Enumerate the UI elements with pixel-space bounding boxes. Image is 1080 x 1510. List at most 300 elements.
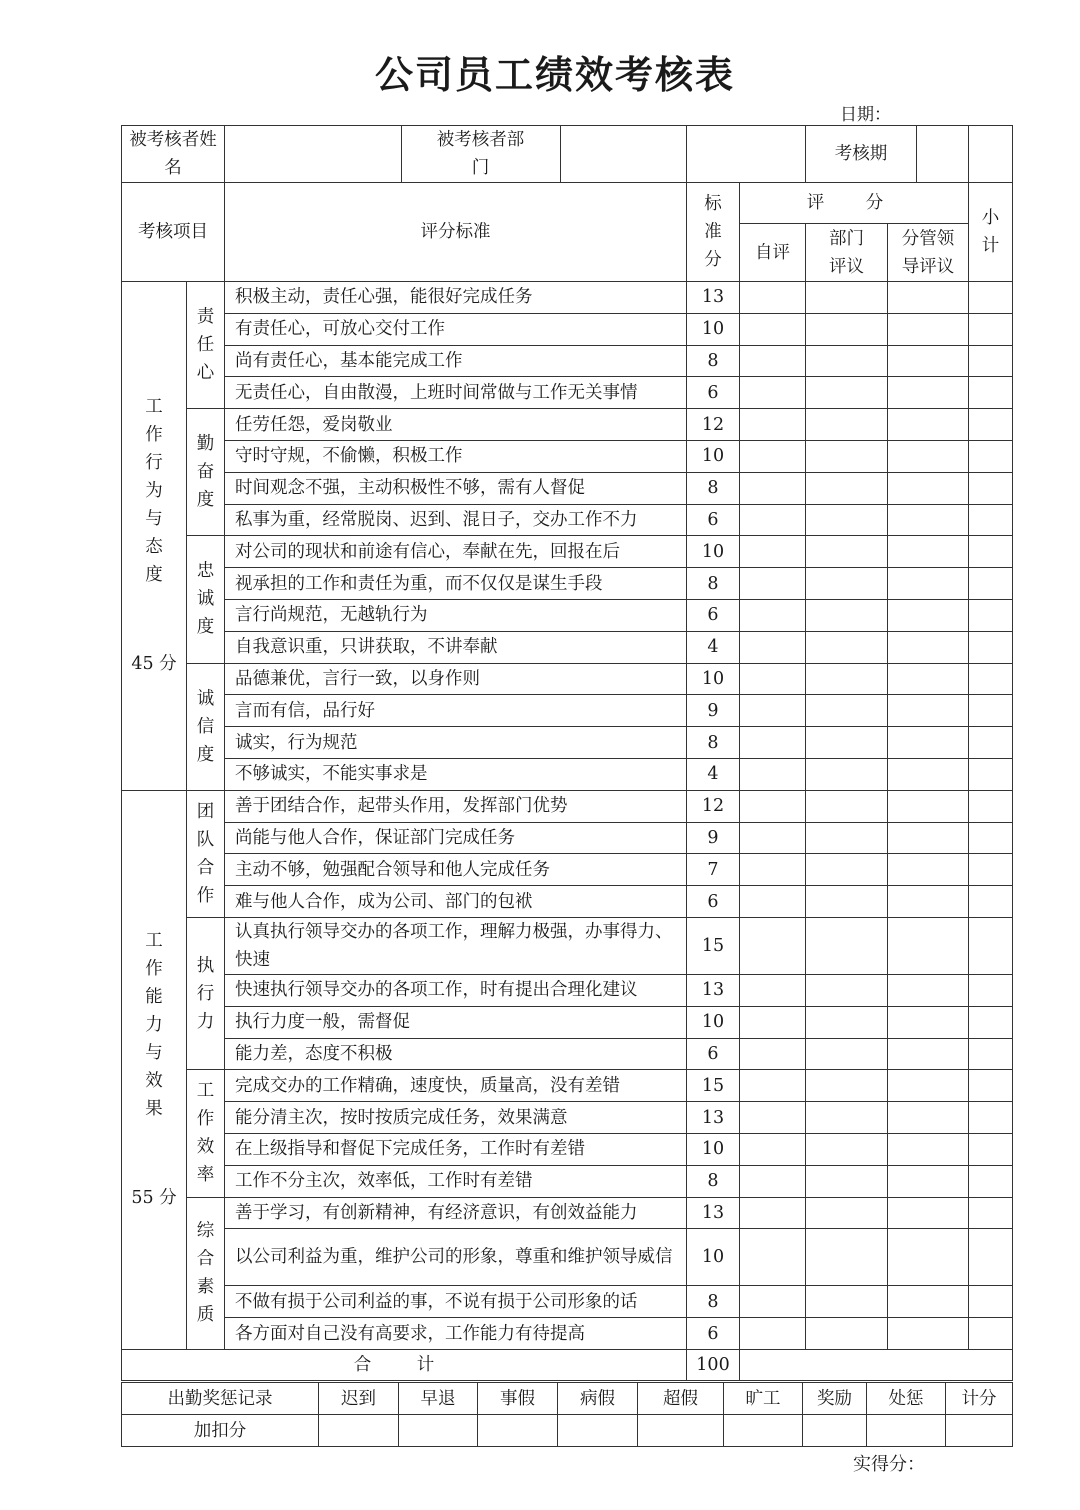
final-score-label: 实得分： [853,1454,925,1475]
dept-score-cell[interactable] [806,1286,888,1318]
section-name: 工作行为与态度 [145,396,163,585]
dept-score-cell[interactable] [806,1070,888,1102]
dept-header [806,224,888,282]
leader-score-cell[interactable] [888,568,969,600]
table-row [122,1197,1013,1229]
group-name: 勤奋度 [196,434,215,511]
subtotal-cell[interactable] [969,1165,1013,1197]
table-row [122,727,1013,759]
subtotal-cell[interactable] [969,282,1013,314]
self-score-cell[interactable] [740,472,806,504]
table-row [122,568,1013,600]
subtotal-cell[interactable] [969,695,1013,727]
total-score: 100 [687,1349,740,1380]
criteria-cell: 能分清主次，按时按质完成任务，效果满意 [225,1102,687,1134]
leader-score-cell[interactable] [888,1133,969,1165]
attendance-item-header: 奖励 [803,1383,867,1415]
leader-score-cell[interactable] [888,440,969,472]
leader-score-cell[interactable] [888,313,969,345]
leader-score-cell[interactable] [888,1165,969,1197]
criteria-cell: 自我意识重，只讲获取，不讲奉献 [225,631,687,663]
leader-score-cell[interactable] [888,1070,969,1102]
attendance-value-cell[interactable] [803,1415,867,1447]
attendance-value-cell[interactable] [638,1415,724,1447]
dept-score-cell[interactable] [806,504,888,536]
leader-header [888,224,969,282]
self-score-cell[interactable] [740,854,806,886]
leader-score-cell[interactable] [888,727,969,759]
dept-score-cell[interactable] [806,345,888,377]
self-score-cell[interactable] [740,1070,806,1102]
self-header: 自评 [740,224,806,282]
date-label: 日期： [840,105,891,125]
dept-score-cell[interactable] [806,440,888,472]
self-score-cell[interactable] [740,886,806,918]
self-score-cell[interactable] [740,1102,806,1134]
leader-score-cell[interactable] [888,1286,969,1318]
section-points: 45 分 [131,653,177,674]
dept-score-cell[interactable] [806,313,888,345]
attendance-value-cell[interactable] [946,1415,1013,1447]
criteria-cell: 私事为重，经常脱岗、迟到、混日子，交办工作不力 [225,504,687,536]
dept-score-cell[interactable] [806,1038,888,1070]
table-row [122,917,1013,974]
subtotal-cell[interactable] [969,568,1013,600]
dept-score-cell[interactable] [806,822,888,854]
dept-score-cell[interactable] [806,1165,888,1197]
dept-score-cell[interactable] [806,663,888,695]
leader-score-cell[interactable] [888,536,969,568]
attendance-item-header: 事假 [478,1383,558,1415]
attendance-item-header: 超假 [638,1383,724,1415]
attendance-label: 出勤奖惩记录 [122,1383,319,1415]
subtotal-cell[interactable] [969,1133,1013,1165]
standard-score-cell: 12 [687,409,740,441]
subtotal-header-text: 小计 [981,208,1000,256]
dept-score-cell[interactable] [806,1229,888,1286]
criteria-cell: 工作不分主次，效率低，工作时有差错 [225,1165,687,1197]
subtotal-cell[interactable] [969,504,1013,536]
self-score-cell[interactable] [740,1006,806,1038]
table-row [122,504,1013,536]
criteria-cell: 积极主动，责任心强，能很好完成任务 [225,282,687,314]
leader-score-cell[interactable] [888,282,969,314]
table-row [122,409,1013,441]
leader-score-cell[interactable] [888,790,969,822]
table-row [122,313,1013,345]
self-score-cell[interactable] [740,377,806,409]
self-score-cell[interactable] [740,1229,806,1286]
criteria-cell: 完成交办的工作精确，速度快，质量高，没有差错 [225,1070,687,1102]
self-score-cell[interactable] [740,974,806,1006]
self-score-cell[interactable] [740,504,806,536]
leader-score-cell[interactable] [888,917,969,974]
standard-score-cell: 10 [687,663,740,695]
attendance-value-cell[interactable] [399,1415,478,1447]
subtotal-cell[interactable] [969,822,1013,854]
standard-score-cell: 8 [687,1165,740,1197]
criteria-cell: 时间观念不强，主动积极性不够，需有人督促 [225,472,687,504]
criteria-cell: 无责任心，自由散漫，上班时间常做与工作无关事情 [225,377,687,409]
self-score-cell[interactable] [740,790,806,822]
dept-score-cell[interactable] [806,917,888,974]
self-score-cell[interactable] [740,345,806,377]
dept-score-cell[interactable] [806,1197,888,1229]
name-label: 被考核者姓名 [129,130,217,178]
criteria-cell: 诚实，行为规范 [225,727,687,759]
table-row [122,1006,1013,1038]
group-name: 执行力 [196,955,215,1032]
self-score-cell[interactable] [740,1286,806,1318]
dept-score-cell[interactable] [806,282,888,314]
page-title: 公司员工绩效考核表 [374,53,735,97]
attendance-value-cell[interactable] [867,1415,946,1447]
period-label: 考核期 [806,126,917,182]
group-label [187,917,225,1069]
criteria-cell: 有责任心，可放心交付工作 [225,313,687,345]
group-label [187,282,225,409]
table-row [122,599,1013,631]
criteria-cell: 难与他人合作，成为公司、部门的包袱 [225,886,687,918]
leader-score-cell[interactable] [888,974,969,1006]
attendance-header-row [122,1383,1013,1415]
attendance-item-header: 旷工 [724,1383,803,1415]
total-label-text: 合 计 [353,1354,455,1375]
dept-label-cell [401,126,561,182]
table-row [122,631,1013,663]
leader-score-cell[interactable] [888,599,969,631]
criteria-cell: 主动不够，勉强配合领导和他人完成任务 [225,854,687,886]
subtotal-cell[interactable] [969,631,1013,663]
table-row [122,790,1013,822]
attendance-item-header: 病假 [558,1383,638,1415]
table-row [122,472,1013,504]
leader-score-cell[interactable] [888,663,969,695]
dept-score-cell[interactable] [806,631,888,663]
table-row [122,663,1013,695]
dept-score-cell[interactable] [806,409,888,441]
criteria-cell: 尚有责任心，基本能完成工作 [225,345,687,377]
total-row [122,1349,1013,1380]
section-label [122,282,187,791]
subtotal-cell[interactable] [969,472,1013,504]
standard-header-text: 标准分 [704,194,722,270]
dept-score-cell[interactable] [806,1133,888,1165]
dept-score-cell[interactable] [806,727,888,759]
self-score-cell[interactable] [740,440,806,472]
adjust-label: 加扣分 [122,1415,319,1447]
evaluation-table [121,125,1013,1381]
subtotal-cell[interactable] [969,1318,1013,1350]
self-score-cell[interactable] [740,599,806,631]
dept-score-cell[interactable] [806,974,888,1006]
standard-score-cell: 15 [687,1070,740,1102]
attendance-value-cell[interactable] [558,1415,638,1447]
self-score-cell[interactable] [740,695,806,727]
standard-score-cell: 9 [687,822,740,854]
leader-score-cell[interactable] [888,1318,969,1350]
dept-score-cell[interactable] [806,1318,888,1350]
section-label [122,790,187,1349]
table-row [122,1286,1013,1318]
dept-score-cell[interactable] [806,568,888,600]
subtotal-cell[interactable] [969,917,1013,974]
period-cell [806,126,969,183]
table-row [122,377,1013,409]
self-score-cell[interactable] [740,663,806,695]
standard-score-cell: 8 [687,727,740,759]
standard-score-cell: 10 [687,440,740,472]
table-row [122,822,1013,854]
subtotal-cell[interactable] [969,377,1013,409]
standard-score-cell: 10 [687,536,740,568]
subtotal-cell[interactable] [969,974,1013,1006]
group-label [187,1197,225,1349]
self-score-cell[interactable] [740,822,806,854]
subtotal-cell[interactable] [969,1286,1013,1318]
leader-score-cell[interactable] [888,345,969,377]
standard-score-cell: 13 [687,282,740,314]
attendance-value-cell[interactable] [478,1415,558,1447]
group-label [187,536,225,663]
header-info-row [122,126,1013,183]
table-row [122,1102,1013,1134]
group-name: 综合素质 [196,1221,215,1326]
criteria-cell: 不够诚实，不能实事求是 [225,758,687,790]
dept-header-text: 部门评议 [829,228,864,277]
standard-score-cell: 6 [687,1318,740,1350]
leader-score-cell[interactable] [888,854,969,886]
criteria-cell: 对公司的现状和前途有信心，奉献在先，回报在后 [225,536,687,568]
section-points: 55 分 [131,1187,177,1208]
criteria-cell: 言行尚规范，无越轨行为 [225,599,687,631]
standard-score-cell: 8 [687,1286,740,1318]
table-row [122,1318,1013,1350]
leader-header-text: 分管领导评议 [901,228,955,277]
table-row [122,345,1013,377]
table-row [122,1070,1013,1102]
total-blank[interactable] [740,1349,1013,1380]
criteria-cell: 执行力度一般，需督促 [225,1006,687,1038]
criteria-cell: 善于团结合作，起带头作用，发挥部门优势 [225,790,687,822]
subtotal-cell[interactable] [969,854,1013,886]
standard-score-cell: 10 [687,313,740,345]
subtotal-cell[interactable] [969,1102,1013,1134]
section-name: 工作能力与效果 [145,930,163,1119]
dept-score-cell[interactable] [806,472,888,504]
dept-score-cell[interactable] [806,1006,888,1038]
leader-score-cell[interactable] [888,822,969,854]
subtotal-cell[interactable] [969,1070,1013,1102]
standard-score-cell: 13 [687,1197,740,1229]
subtotal-cell[interactable] [969,409,1013,441]
standard-score-cell: 6 [687,599,740,631]
subtotal-cell[interactable] [969,663,1013,695]
self-score-cell[interactable] [740,1197,806,1229]
leader-score-cell[interactable] [888,1229,969,1286]
self-score-cell[interactable] [740,758,806,790]
standard-score-cell: 10 [687,1006,740,1038]
group-name: 忠诚度 [196,561,215,638]
self-score-cell[interactable] [740,917,806,974]
subtotal-cell[interactable] [969,345,1013,377]
subtotal-cell[interactable] [969,440,1013,472]
criteria-cell: 快速执行领导交办的各项工作，时有提出合理化建议 [225,974,687,1006]
self-score-cell[interactable] [740,1318,806,1350]
standard-score-cell: 4 [687,631,740,663]
group-label [187,1070,225,1197]
attendance-item-header: 计分 [946,1383,1013,1415]
dept-score-cell[interactable] [806,695,888,727]
standard-score-cell: 10 [687,1133,740,1165]
standard-score-cell: 9 [687,695,740,727]
criteria-cell: 以公司利益为重，维护公司的形象，尊重和维护领导威信 [225,1229,687,1286]
standard-score-cell: 8 [687,472,740,504]
criteria-cell: 守时守规，不偷懒，积极工作 [225,440,687,472]
table-row [122,536,1013,568]
criteria-cell: 视承担的工作和责任为重，而不仅仅是谋生手段 [225,568,687,600]
subtotal-header [969,183,1013,282]
score-header [740,183,969,224]
subtotal-cell[interactable] [969,599,1013,631]
name-label-cell [122,126,225,183]
group-name: 工作效率 [196,1081,215,1186]
group-label [187,409,225,536]
standard-score-cell: 8 [687,345,740,377]
leader-score-cell[interactable] [888,1197,969,1229]
criteria-cell: 不做有损于公司利益的事，不说有损于公司形象的话 [225,1286,687,1318]
leader-score-cell[interactable] [888,695,969,727]
leader-score-cell[interactable] [888,377,969,409]
self-score-cell[interactable] [740,631,806,663]
leader-score-cell[interactable] [888,1006,969,1038]
standard-score-cell: 6 [687,886,740,918]
standard-header [687,183,740,282]
self-score-cell[interactable] [740,1133,806,1165]
name-value-field[interactable] [225,126,402,182]
score-header-text: 评 分 [806,193,902,213]
subtotal-cell[interactable] [969,727,1013,759]
table-row [122,1038,1013,1070]
standard-score-cell: 8 [687,568,740,600]
dept-value-field[interactable] [687,126,806,183]
self-score-cell[interactable] [740,568,806,600]
leader-score-cell[interactable] [888,886,969,918]
subtotal-cell[interactable] [969,790,1013,822]
subtotal-cell[interactable] [969,1197,1013,1229]
criteria-cell: 在上级指导和督促下完成任务，工作时有差错 [225,1133,687,1165]
leader-score-cell[interactable] [888,504,969,536]
dept-score-cell[interactable] [806,599,888,631]
dept-score-cell[interactable] [806,854,888,886]
leader-score-cell[interactable] [888,472,969,504]
attendance-item-header: 早退 [399,1383,478,1415]
standard-score-cell: 7 [687,854,740,886]
subtotal-cell[interactable] [969,1038,1013,1070]
criteria-cell: 认真执行领导交办的各项工作，理解力极强，办事得力、快速 [225,917,687,974]
standard-score-cell: 15 [687,917,740,974]
attendance-adjust-row [122,1415,1013,1447]
self-score-cell[interactable] [740,727,806,759]
subtotal-cell[interactable] [969,758,1013,790]
dept-score-cell[interactable] [806,536,888,568]
attendance-item-header: 处惩 [867,1383,946,1415]
leader-score-cell[interactable] [888,631,969,663]
standard-score-cell: 6 [687,377,740,409]
leader-score-cell[interactable] [888,1102,969,1134]
dept-score-cell[interactable] [806,1102,888,1134]
table-row [122,695,1013,727]
subtotal-cell[interactable] [969,886,1013,918]
criteria-cell: 各方面对自己没有高要求，工作能力有待提高 [225,1318,687,1350]
standard-score-cell: 6 [687,1038,740,1070]
dept-score-cell[interactable] [806,886,888,918]
table-row [122,758,1013,790]
self-score-cell[interactable] [740,409,806,441]
total-label [122,1349,687,1380]
criteria-cell: 善于学习，有创新精神，有经济意识，有创效益能力 [225,1197,687,1229]
item-header: 考核项目 [122,183,225,282]
subtotal-cell[interactable] [969,536,1013,568]
subtotal-cell[interactable] [969,1006,1013,1038]
attendance-table [121,1382,1013,1447]
criteria-header: 评分标准 [225,183,687,282]
table-row [122,1165,1013,1197]
self-score-cell[interactable] [740,536,806,568]
dept-label: 被考核者部门 [436,130,525,178]
leader-score-cell[interactable] [888,758,969,790]
self-score-cell[interactable] [740,282,806,314]
standard-score-cell: 6 [687,504,740,536]
group-name: 责任心 [196,307,215,384]
table-row [122,886,1013,918]
subtotal-cell[interactable] [969,1229,1013,1286]
attendance-item-header: 迟到 [319,1383,399,1415]
leader-score-cell[interactable] [888,409,969,441]
column-header-row-1 [122,183,1013,224]
group-label [187,663,225,790]
group-label [187,790,225,917]
self-score-cell[interactable] [740,1165,806,1197]
table-row [122,1229,1013,1286]
standard-score-cell: 4 [687,758,740,790]
leader-score-cell[interactable] [888,1038,969,1070]
table-row [122,854,1013,886]
dept-score-cell[interactable] [806,790,888,822]
group-name: 诚信度 [196,688,215,765]
criteria-cell: 尚能与他人合作，保证部门完成任务 [225,822,687,854]
attendance-value-cell[interactable] [319,1415,399,1447]
criteria-cell: 品德兼优，言行一致，以身作则 [225,663,687,695]
criteria-cell: 能力差，态度不积极 [225,1038,687,1070]
standard-score-cell: 10 [687,1229,740,1286]
standard-score-cell: 13 [687,1102,740,1134]
table-row [122,1133,1013,1165]
table-row [122,974,1013,1006]
self-score-cell[interactable] [740,1038,806,1070]
name-and-dept-cell [225,126,687,183]
attendance-value-cell[interactable] [724,1415,803,1447]
criteria-cell: 任劳任怨，爱岗敬业 [225,409,687,441]
self-score-cell[interactable] [740,313,806,345]
standard-score-cell: 13 [687,974,740,1006]
dept-score-cell[interactable] [806,377,888,409]
table-row [122,440,1013,472]
dept-score-cell[interactable] [806,758,888,790]
period-value-field[interactable] [969,126,1013,183]
subtotal-cell[interactable] [969,313,1013,345]
table-row [122,282,1013,314]
